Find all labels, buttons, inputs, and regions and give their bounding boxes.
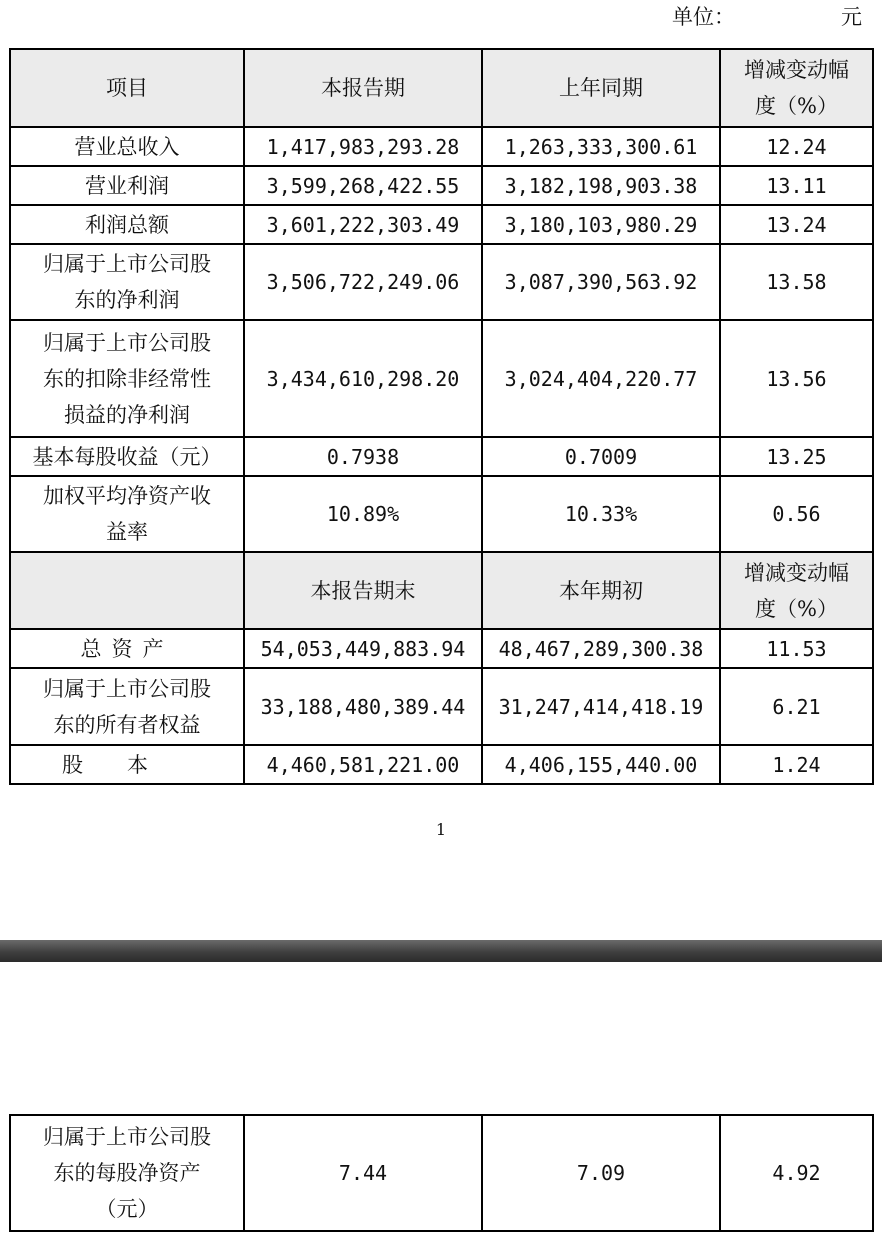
- financial-summary-table: [9, 48, 874, 785]
- row-label-line: 归属于上市公司股: [43, 676, 211, 701]
- row-label-line: 益率: [106, 520, 148, 544]
- table-row: [10, 166, 873, 205]
- table-header-row: [10, 49, 873, 127]
- change-value: 6.21: [720, 668, 873, 745]
- row-label: [10, 1115, 244, 1231]
- row-label-line: 东的每股净资产: [53, 1161, 201, 1185]
- prior-value: 1,263,333,300.61: [482, 127, 720, 166]
- unit-line: [672, 2, 862, 32]
- table-row: [10, 127, 873, 166]
- subheader-change-line: 度（%）: [755, 596, 838, 621]
- change-value: 13.25: [720, 437, 873, 476]
- row-label-line: （元）: [95, 1197, 159, 1221]
- subheader-period-end: 本报告期末: [244, 552, 482, 629]
- table-row: [10, 629, 873, 668]
- change-value: 11.53: [720, 629, 873, 668]
- current-value: 54,053,449,883.94: [244, 629, 482, 668]
- header-change-line: 增减变动幅: [744, 58, 849, 82]
- current-value: 0.7938: [244, 437, 482, 476]
- row-label: 股本: [10, 745, 244, 784]
- subheader-item: [10, 552, 244, 629]
- subheader-change-line: 增减变动幅: [744, 560, 849, 585]
- header-change-percent: [720, 49, 873, 127]
- change-value: 12.24: [720, 127, 873, 166]
- table-row: [10, 745, 873, 784]
- header-prior-period: 上年同期: [482, 49, 720, 127]
- table-subheader-row: [10, 552, 873, 629]
- table-row: [10, 437, 873, 476]
- unit-value: 元: [841, 5, 862, 29]
- subheader-year-start: 本年期初: [482, 552, 720, 629]
- table-row: [10, 476, 873, 552]
- current-value: 4,460,581,221.00: [244, 745, 482, 784]
- prior-value: 4,406,155,440.00: [482, 745, 720, 784]
- table-row: [10, 1115, 873, 1231]
- prior-value: 48,467,289,300.38: [482, 629, 720, 668]
- header-current-period: 本报告期: [244, 49, 482, 127]
- page-number: 1: [435, 820, 447, 839]
- subheader-change-percent: [720, 552, 873, 629]
- header-change-line: 度（%）: [755, 94, 838, 118]
- current-value: 7.44: [244, 1115, 482, 1231]
- change-value: 13.56: [720, 320, 873, 437]
- table-row: [10, 320, 873, 437]
- change-value: 13.24: [720, 205, 873, 244]
- prior-value: 3,024,404,220.77: [482, 320, 720, 437]
- table-row: [10, 244, 873, 320]
- current-value: 3,506,722,249.06: [244, 244, 482, 320]
- current-value: 3,601,222,303.49: [244, 205, 482, 244]
- row-label-line: 归属于上市公司股: [43, 252, 211, 276]
- change-value: 0.56: [720, 476, 873, 552]
- row-label-line: 加权平均净资产收: [43, 484, 211, 508]
- change-value: 4.92: [720, 1115, 873, 1231]
- continued-table: [9, 1114, 874, 1232]
- current-value: 3,434,610,298.20: [244, 320, 482, 437]
- unit-label: 单位：: [672, 5, 735, 29]
- table-row: [10, 668, 873, 745]
- prior-value: 3,182,198,903.38: [482, 166, 720, 205]
- row-label-line: 归属于上市公司股: [43, 1125, 211, 1149]
- row-label: [10, 476, 244, 552]
- row-label: 基本每股收益（元）: [10, 437, 244, 476]
- row-label: [10, 320, 244, 437]
- row-label-line: 损益的净利润: [64, 402, 190, 427]
- page-break-divider: [0, 940, 882, 962]
- row-label: 营业总收入: [10, 127, 244, 166]
- row-label-line: 归属于上市公司股: [43, 330, 211, 355]
- prior-value: 0.7009: [482, 437, 720, 476]
- row-label: [10, 668, 244, 745]
- prior-value: 31,247,414,418.19: [482, 668, 720, 745]
- current-value: 3,599,268,422.55: [244, 166, 482, 205]
- prior-value: 7.09: [482, 1115, 720, 1231]
- current-value: 33,188,480,389.44: [244, 668, 482, 745]
- table-row: [10, 205, 873, 244]
- change-value: 1.24: [720, 745, 873, 784]
- row-label: 营业利润: [10, 166, 244, 205]
- row-label-line: 东的所有者权益: [53, 712, 201, 737]
- current-value: 10.89%: [244, 476, 482, 552]
- prior-value: 10.33%: [482, 476, 720, 552]
- row-label: 总资产: [10, 629, 244, 668]
- header-item: 项目: [10, 49, 244, 127]
- prior-value: 3,180,103,980.29: [482, 205, 720, 244]
- change-value: 13.11: [720, 166, 873, 205]
- prior-value: 3,087,390,563.92: [482, 244, 720, 320]
- row-label: [10, 244, 244, 320]
- row-label-line: 东的净利润: [74, 288, 180, 312]
- row-label-line: 东的扣除非经常性: [43, 366, 211, 391]
- current-value: 1,417,983,293.28: [244, 127, 482, 166]
- row-label: 利润总额: [10, 205, 244, 244]
- change-value: 13.58: [720, 244, 873, 320]
